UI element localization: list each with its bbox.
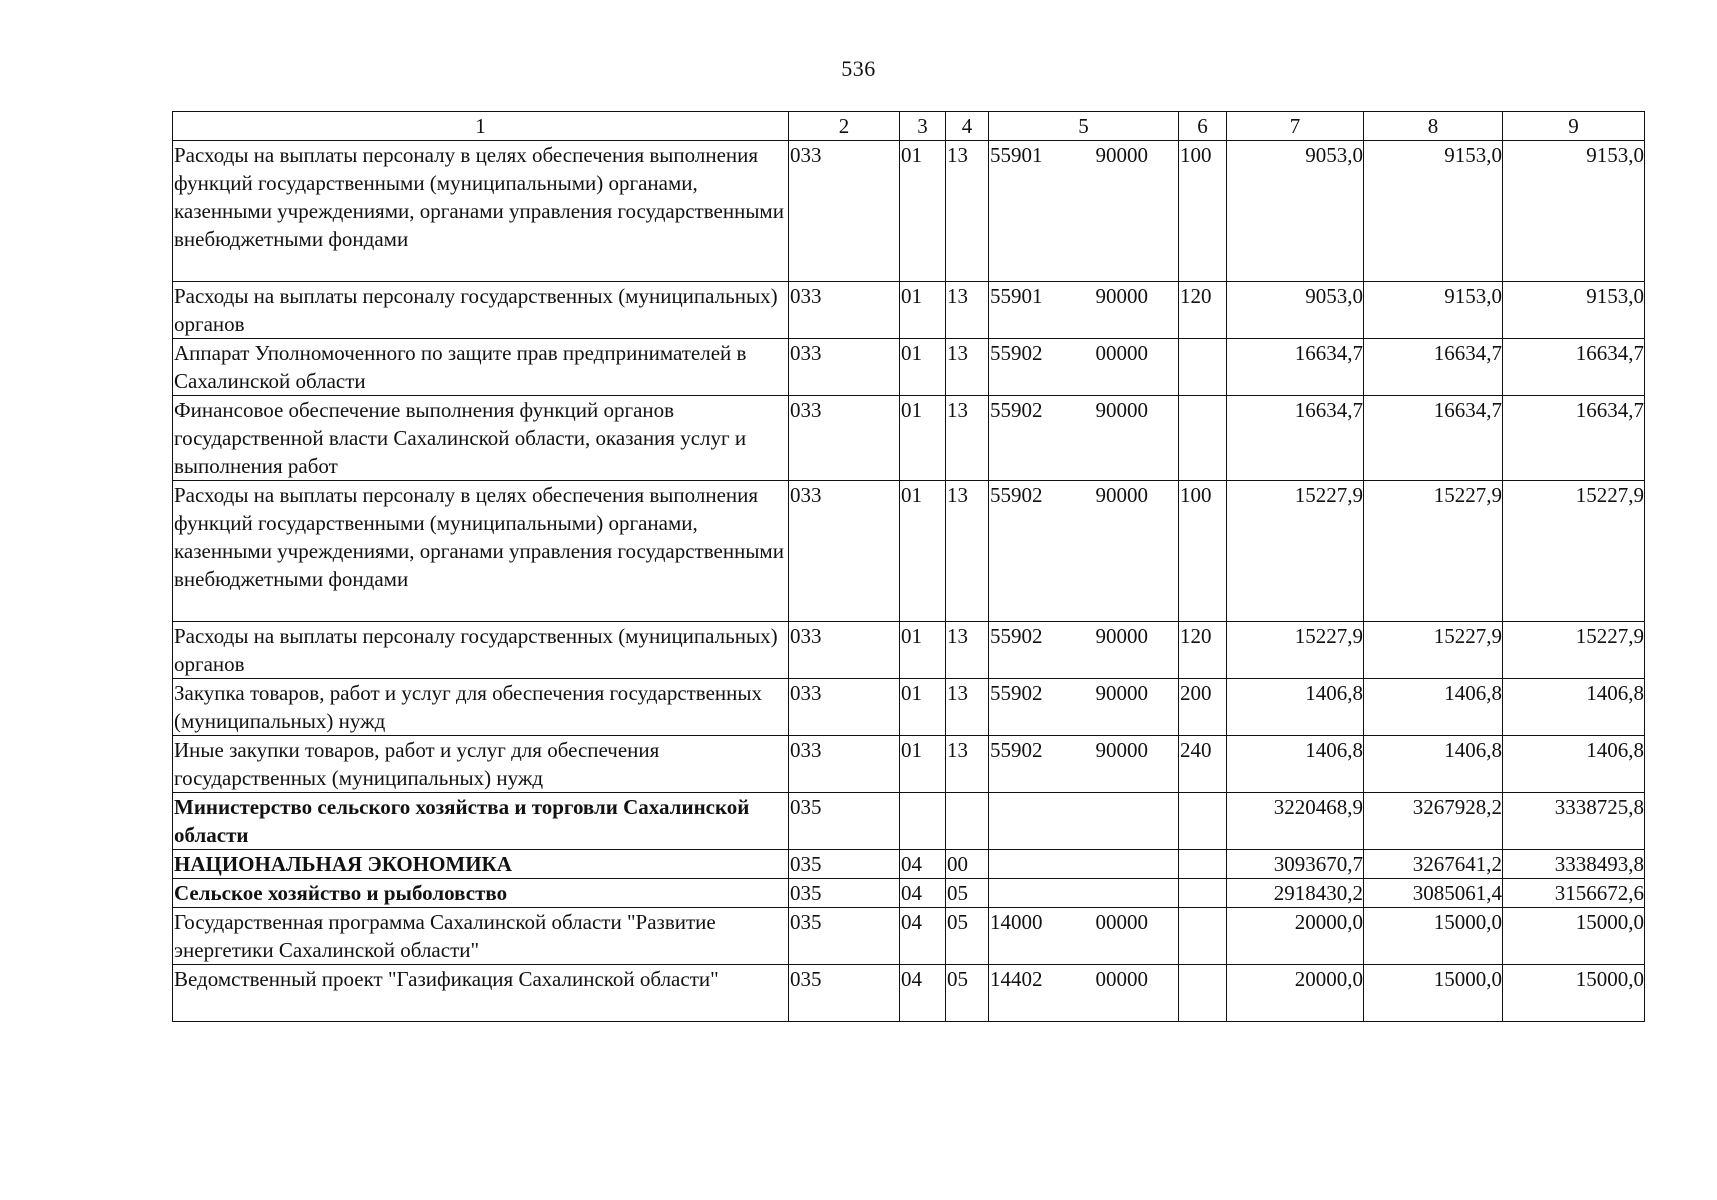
subsection-code: 13 xyxy=(946,481,989,622)
subsection-code: 05 xyxy=(946,908,989,965)
target-article-code xyxy=(989,736,1179,793)
amount-col-7: 1406,8 xyxy=(1227,736,1364,793)
row-name: НАЦИОНАЛЬНАЯ ЭКОНОМИКА xyxy=(173,850,789,879)
subsection-code: 05 xyxy=(946,879,989,908)
header-cell: 6 xyxy=(1179,112,1227,141)
target-article-program: 55902 xyxy=(990,483,1043,507)
amount-col-7: 20000,0 xyxy=(1227,965,1364,1022)
target-article-direction: 90000 xyxy=(1095,143,1148,167)
amount-col-9: 15000,0 xyxy=(1503,908,1645,965)
amount-col-7: 9053,0 xyxy=(1227,282,1364,339)
target-article-direction: 90000 xyxy=(1095,738,1148,762)
expense-type-code: 240 xyxy=(1179,736,1227,793)
target-article-program: 55902 xyxy=(990,341,1043,365)
table-row xyxy=(173,282,1645,339)
amount-col-8: 9153,0 xyxy=(1364,282,1503,339)
table-row xyxy=(173,736,1645,793)
target-article-program: 55902 xyxy=(990,681,1043,705)
amount-col-9: 3338725,8 xyxy=(1503,793,1645,850)
header-cell: 3 xyxy=(900,112,946,141)
target-article-direction: 90000 xyxy=(1095,681,1148,705)
header-cell: 2 xyxy=(789,112,900,141)
target-article-direction: 90000 xyxy=(1095,284,1148,308)
target-article-code xyxy=(989,879,1179,908)
target-article-direction: 90000 xyxy=(1095,398,1148,422)
expense-type-code: 120 xyxy=(1179,282,1227,339)
row-name: Финансовое обеспечение выполнения функций органов государственной власти Сахалинской области, оказания услуг и выполнения работ xyxy=(173,396,789,481)
expense-type-code xyxy=(1179,908,1227,965)
amount-col-7: 20000,0 xyxy=(1227,908,1364,965)
amount-col-9: 15227,9 xyxy=(1503,481,1645,622)
target-article-program: 14000 xyxy=(990,910,1043,934)
table-row xyxy=(173,879,1645,908)
subsection-code: 13 xyxy=(946,679,989,736)
subsection-code: 13 xyxy=(946,282,989,339)
subsection-code: 13 xyxy=(946,736,989,793)
section-code: 04 xyxy=(900,850,946,879)
section-code: 01 xyxy=(900,282,946,339)
header-cell: 5 xyxy=(989,112,1179,141)
expense-type-code xyxy=(1179,965,1227,1022)
admin-code: 033 xyxy=(789,141,900,282)
target-article-code xyxy=(989,793,1179,850)
admin-code: 033 xyxy=(789,679,900,736)
expense-type-code: 200 xyxy=(1179,679,1227,736)
section-code: 01 xyxy=(900,481,946,622)
expense-type-code: 100 xyxy=(1179,141,1227,282)
section-code: 01 xyxy=(900,339,946,396)
target-article-direction: 00000 xyxy=(1095,910,1148,934)
amount-col-9: 3156672,6 xyxy=(1503,879,1645,908)
target-article-program: 55902 xyxy=(990,398,1043,422)
target-article-code xyxy=(989,396,1179,481)
subsection-code: 13 xyxy=(946,339,989,396)
target-article-program: 55902 xyxy=(990,738,1043,762)
row-name: Расходы на выплаты персоналу государственных (муниципальных) органов xyxy=(173,282,789,339)
target-article-code xyxy=(989,679,1179,736)
amount-col-9: 9153,0 xyxy=(1503,282,1645,339)
expense-type-code xyxy=(1179,396,1227,481)
amount-col-7: 16634,7 xyxy=(1227,396,1364,481)
admin-code: 035 xyxy=(789,965,900,1022)
target-article-direction: 90000 xyxy=(1095,483,1148,507)
target-article-direction: 90000 xyxy=(1095,624,1148,648)
admin-code: 033 xyxy=(789,736,900,793)
target-article-program: 14402 xyxy=(990,967,1043,991)
admin-code: 033 xyxy=(789,396,900,481)
row-name: Закупка товаров, работ и услуг для обеспечения государственных (муниципальных) нужд xyxy=(173,679,789,736)
target-article-program: 55901 xyxy=(990,143,1043,167)
section-code xyxy=(900,793,946,850)
target-article-code xyxy=(989,850,1179,879)
expense-type-code xyxy=(1179,793,1227,850)
section-code: 01 xyxy=(900,679,946,736)
target-article-code xyxy=(989,141,1179,282)
table-row xyxy=(173,679,1645,736)
amount-col-9: 9153,0 xyxy=(1503,141,1645,282)
amount-col-9: 16634,7 xyxy=(1503,396,1645,481)
table-row xyxy=(173,850,1645,879)
target-article-code xyxy=(989,481,1179,622)
amount-col-7: 2918430,2 xyxy=(1227,879,1364,908)
table-row xyxy=(173,622,1645,679)
target-article-direction: 00000 xyxy=(1095,967,1148,991)
amount-col-8: 3267641,2 xyxy=(1364,850,1503,879)
admin-code: 033 xyxy=(789,481,900,622)
target-article-code xyxy=(989,908,1179,965)
budget-table xyxy=(172,111,1645,1022)
header-row xyxy=(173,112,1645,141)
amount-col-8: 15227,9 xyxy=(1364,622,1503,679)
subsection-code xyxy=(946,793,989,850)
target-article-code xyxy=(989,339,1179,396)
target-article-code xyxy=(989,965,1179,1022)
header-cell: 7 xyxy=(1227,112,1364,141)
table-row xyxy=(173,481,1645,622)
subsection-code: 13 xyxy=(946,141,989,282)
amount-col-7: 15227,9 xyxy=(1227,622,1364,679)
amount-col-8: 16634,7 xyxy=(1364,396,1503,481)
amount-col-8: 16634,7 xyxy=(1364,339,1503,396)
amount-col-7: 3093670,7 xyxy=(1227,850,1364,879)
amount-col-9: 3338493,8 xyxy=(1503,850,1645,879)
subsection-code: 00 xyxy=(946,850,989,879)
subsection-code: 05 xyxy=(946,965,989,1022)
amount-col-8: 9153,0 xyxy=(1364,141,1503,282)
table-row xyxy=(173,339,1645,396)
table-row xyxy=(173,793,1645,850)
section-code: 01 xyxy=(900,736,946,793)
header-cell: 4 xyxy=(946,112,989,141)
amount-col-8: 1406,8 xyxy=(1364,679,1503,736)
admin-code: 035 xyxy=(789,908,900,965)
target-article-program: 55902 xyxy=(990,624,1043,648)
target-article-code xyxy=(989,282,1179,339)
amount-col-9: 1406,8 xyxy=(1503,736,1645,793)
amount-col-9: 15000,0 xyxy=(1503,965,1645,1022)
row-name: Государственная программа Сахалинской области "Развитие энергетики Сахалинской области" xyxy=(173,908,789,965)
admin-code: 033 xyxy=(789,339,900,396)
subsection-code: 13 xyxy=(946,622,989,679)
amount-col-7: 1406,8 xyxy=(1227,679,1364,736)
amount-col-7: 15227,9 xyxy=(1227,481,1364,622)
admin-code: 035 xyxy=(789,879,900,908)
expense-type-code xyxy=(1179,339,1227,396)
target-article-code xyxy=(989,622,1179,679)
amount-col-8: 15000,0 xyxy=(1364,965,1503,1022)
header-cell: 9 xyxy=(1503,112,1645,141)
section-code: 04 xyxy=(900,879,946,908)
amount-col-8: 3267928,2 xyxy=(1364,793,1503,850)
admin-code: 035 xyxy=(789,793,900,850)
section-code: 01 xyxy=(900,141,946,282)
row-name: Аппарат Уполномоченного по защите прав предпринимателей в Сахалинской области xyxy=(173,339,789,396)
expense-type-code xyxy=(1179,850,1227,879)
table-row xyxy=(173,908,1645,965)
target-article-program: 55901 xyxy=(990,284,1043,308)
row-name: Сельское хозяйство и рыболовство xyxy=(173,879,789,908)
amount-col-7: 16634,7 xyxy=(1227,339,1364,396)
amount-col-8: 15000,0 xyxy=(1364,908,1503,965)
expense-type-code xyxy=(1179,879,1227,908)
section-code: 04 xyxy=(900,908,946,965)
row-name: Расходы на выплаты персоналу в целях обеспечения выполнения функций государственными (муниципальными) органами, казенными учреждениями, органами управления государственными внебюджетными фондами xyxy=(173,481,789,622)
amount-col-8: 3085061,4 xyxy=(1364,879,1503,908)
amount-col-9: 1406,8 xyxy=(1503,679,1645,736)
section-code: 04 xyxy=(900,965,946,1022)
header-cell: 1 xyxy=(173,112,789,141)
amount-col-9: 15227,9 xyxy=(1503,622,1645,679)
table-row xyxy=(173,396,1645,481)
admin-code: 033 xyxy=(789,282,900,339)
row-name: Министерство сельского хозяйства и торговли Сахалинской области xyxy=(173,793,789,850)
amount-col-7: 3220468,9 xyxy=(1227,793,1364,850)
table-row xyxy=(173,141,1645,282)
page-number: 536 xyxy=(841,56,876,81)
admin-code: 033 xyxy=(789,622,900,679)
amount-col-7: 9053,0 xyxy=(1227,141,1364,282)
section-code: 01 xyxy=(900,396,946,481)
expense-type-code: 100 xyxy=(1179,481,1227,622)
amount-col-8: 1406,8 xyxy=(1364,736,1503,793)
amount-col-9: 16634,7 xyxy=(1503,339,1645,396)
section-code: 01 xyxy=(900,622,946,679)
row-name: Иные закупки товаров, работ и услуг для обеспечения государственных (муниципальных) нужд xyxy=(173,736,789,793)
row-name: Расходы на выплаты персоналу государственных (муниципальных) органов xyxy=(173,622,789,679)
target-article-direction: 00000 xyxy=(1095,341,1148,365)
expense-type-code: 120 xyxy=(1179,622,1227,679)
table-row xyxy=(173,965,1645,1022)
admin-code: 035 xyxy=(789,850,900,879)
row-name: Ведомственный проект "Газификация Сахалинской области" xyxy=(173,965,789,1022)
subsection-code: 13 xyxy=(946,396,989,481)
amount-col-8: 15227,9 xyxy=(1364,481,1503,622)
row-name: Расходы на выплаты персоналу в целях обеспечения выполнения функций государственными (муниципальными) органами, казенными учреждениями, органами управления государственными внебюджетными фондами xyxy=(173,141,789,282)
header-cell: 8 xyxy=(1364,112,1503,141)
